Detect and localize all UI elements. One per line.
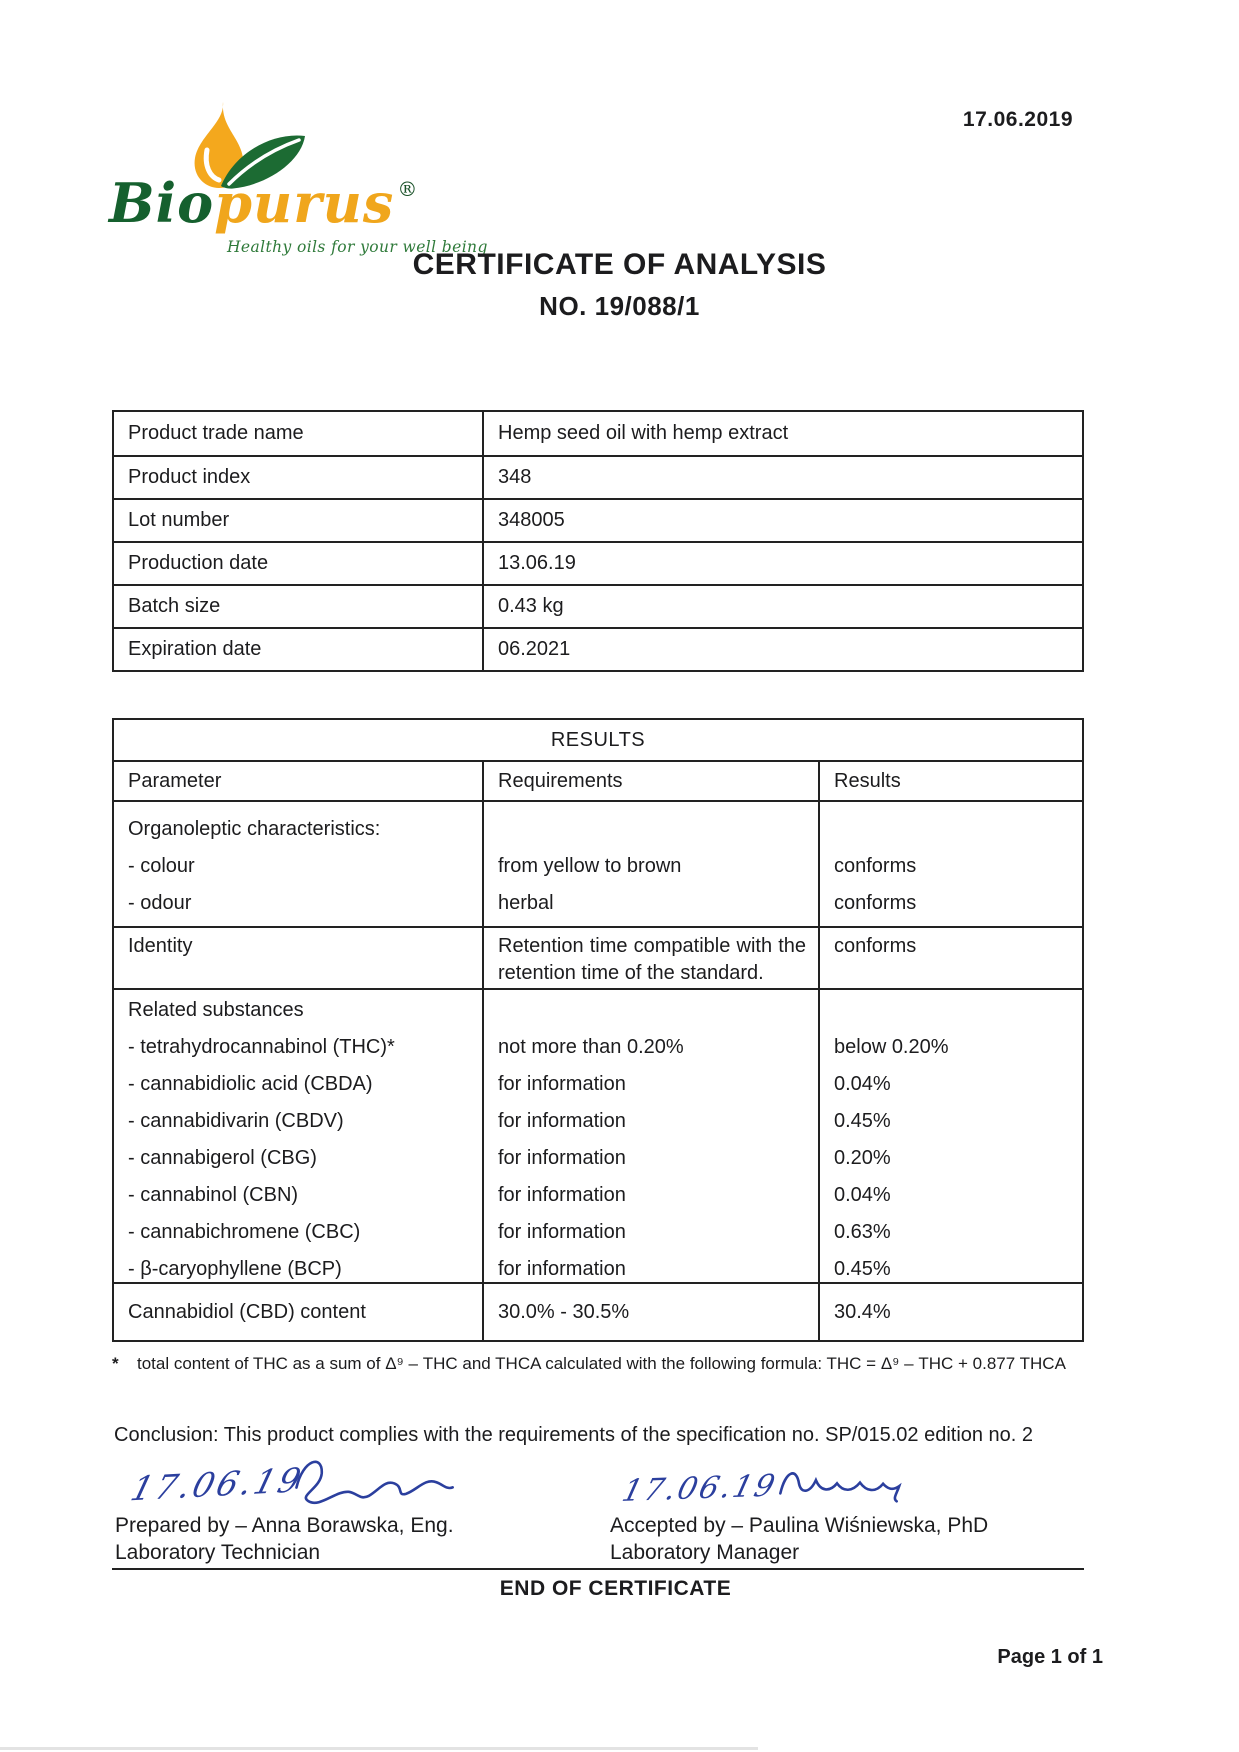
parameter-cell: - tetrahydrocannabinol (THC)* bbox=[128, 1036, 395, 1058]
result-cell: 0.45% bbox=[834, 1110, 891, 1132]
result-cell: conforms bbox=[834, 935, 917, 957]
parameter-cell: - cannabigerol (CBG) bbox=[128, 1147, 317, 1169]
accepted-by-block bbox=[610, 1512, 988, 1566]
group-heading: Organoleptic characteristics: bbox=[128, 818, 381, 840]
results-table-title: RESULTS bbox=[114, 720, 1082, 762]
parameter-cell: Identity bbox=[128, 935, 193, 957]
requirement-cell: Retention time compatible with the retention time of the standard. bbox=[498, 935, 806, 984]
row-value: 348 bbox=[482, 457, 1082, 498]
requirement-cell: for information bbox=[498, 1184, 626, 1206]
result-cell: conforms bbox=[834, 855, 917, 877]
row-label: Production date bbox=[128, 552, 269, 574]
row-label: Expiration date bbox=[128, 638, 262, 660]
footnote-text: total content of THC as a sum of Δ⁹ – THC and THCA calculated with the following formula: THC = Δ⁹ – THC + 0.877 THCA bbox=[137, 1354, 1066, 1373]
registered-mark-icon: ® bbox=[397, 177, 419, 201]
signature-date: 17.06.19 bbox=[126, 1460, 308, 1509]
requirement-cell: for information bbox=[498, 1221, 626, 1243]
certificate-number: NO. 19/088/1 bbox=[539, 291, 700, 321]
page-number: Page 1 of 1 bbox=[997, 1646, 1103, 1668]
divider bbox=[112, 1568, 1084, 1570]
related-substances-group bbox=[114, 990, 1082, 1284]
row-label: Product trade name bbox=[128, 422, 304, 444]
brand-bio: Bio bbox=[109, 171, 215, 235]
organoleptic-group bbox=[114, 802, 1082, 928]
row-value: Hemp seed oil with hemp extract bbox=[482, 412, 1082, 455]
row-value: 06.2021 bbox=[482, 629, 1082, 670]
column-header-requirements: Requirements bbox=[482, 762, 818, 800]
identity-group bbox=[114, 928, 1082, 990]
column-header-results: Results bbox=[818, 762, 1082, 800]
requirement-cell: for information bbox=[498, 1110, 626, 1132]
requirement-cell: not more than 0.20% bbox=[498, 1036, 684, 1058]
requirement-cell: for information bbox=[498, 1147, 626, 1169]
column-header-parameter: Parameter bbox=[128, 769, 222, 792]
table-row bbox=[114, 541, 1082, 584]
parameter-cell: - cannabinol (CBN) bbox=[128, 1184, 299, 1206]
table-row bbox=[114, 584, 1082, 627]
result-cell: 0.04% bbox=[834, 1073, 891, 1095]
prepared-signature bbox=[117, 1439, 460, 1519]
prepared-by-line: Prepared by – Anna Borawska, Eng. bbox=[115, 1514, 454, 1537]
brand-tagline: Healthy oils for your well being bbox=[227, 238, 488, 256]
result-cell: 0.04% bbox=[834, 1184, 891, 1206]
requirement-cell: from yellow to brown bbox=[498, 855, 682, 877]
row-label: Product index bbox=[128, 466, 251, 488]
scan-artifact bbox=[0, 1747, 758, 1750]
parameter-cell: - cannabichromene (CBC) bbox=[128, 1221, 361, 1243]
brand-wordmark bbox=[109, 171, 419, 235]
row-label: Lot number bbox=[128, 509, 230, 531]
title-block bbox=[0, 248, 1239, 322]
certificate-title: CERTIFICATE OF ANALYSIS bbox=[412, 248, 827, 281]
biopurus-logo bbox=[95, 100, 488, 260]
parameter-cell: - cannabidivarin (CBDV) bbox=[128, 1110, 344, 1132]
cbd-content-row bbox=[114, 1284, 1082, 1340]
row-value: 348005 bbox=[482, 500, 1082, 541]
prepared-by-role: Laboratory Technician bbox=[115, 1541, 321, 1564]
table-row bbox=[114, 455, 1082, 498]
conclusion-text: Conclusion: This product complies with the requirements of the specification no. SP/015.02 edition no. 2 bbox=[114, 1424, 1034, 1446]
result-cell: 0.63% bbox=[834, 1221, 891, 1243]
result-cell: 0.45% bbox=[834, 1258, 891, 1280]
prepared-by-block bbox=[115, 1512, 454, 1566]
parameter-cell: - β-caryophyllene (BCP) bbox=[128, 1258, 342, 1280]
requirement-cell: for information bbox=[498, 1073, 626, 1095]
result-cell: below 0.20% bbox=[834, 1036, 949, 1058]
requirement-cell: herbal bbox=[498, 892, 554, 914]
parameter-cell: Cannabidiol (CBD) content bbox=[128, 1300, 366, 1323]
row-value: 0.43 kg bbox=[482, 586, 1082, 627]
signature-scribble bbox=[780, 1470, 900, 1506]
brand-purus: purus bbox=[214, 171, 395, 235]
result-cell: conforms bbox=[834, 892, 917, 914]
row-value: 13.06.19 bbox=[482, 543, 1082, 584]
results-header-row bbox=[114, 762, 1082, 802]
parameter-cell: - cannabidiolic acid (CBDA) bbox=[128, 1073, 373, 1095]
thc-footnote bbox=[112, 1354, 1092, 1374]
accepted-signature bbox=[611, 1451, 913, 1517]
table-row bbox=[114, 498, 1082, 541]
table-row bbox=[114, 412, 1082, 455]
end-of-certificate: END OF CERTIFICATE bbox=[499, 1577, 732, 1600]
table-row bbox=[114, 627, 1082, 670]
parameter-cell: - colour bbox=[128, 855, 195, 877]
accepted-by-role: Laboratory Manager bbox=[610, 1541, 800, 1564]
result-cell: 30.4% bbox=[818, 1284, 1082, 1340]
result-cell: 0.20% bbox=[834, 1147, 891, 1169]
document-date: 17.06.2019 bbox=[962, 108, 1073, 131]
group-heading: Related substances bbox=[128, 999, 304, 1021]
parameter-cell: - odour bbox=[128, 892, 192, 914]
accepted-by-line: Accepted by – Paulina Wiśniewska, PhD bbox=[610, 1514, 989, 1537]
requirement-cell: for information bbox=[498, 1258, 626, 1280]
signature-date: 17.06.19 bbox=[618, 1468, 781, 1509]
row-label: Batch size bbox=[128, 595, 221, 617]
product-info-table bbox=[112, 410, 1084, 672]
results-table bbox=[112, 718, 1084, 1342]
requirement-cell: 30.0% - 30.5% bbox=[482, 1284, 818, 1340]
signature-scribble bbox=[295, 1455, 453, 1504]
footnote-asterisk: * bbox=[112, 1354, 119, 1373]
